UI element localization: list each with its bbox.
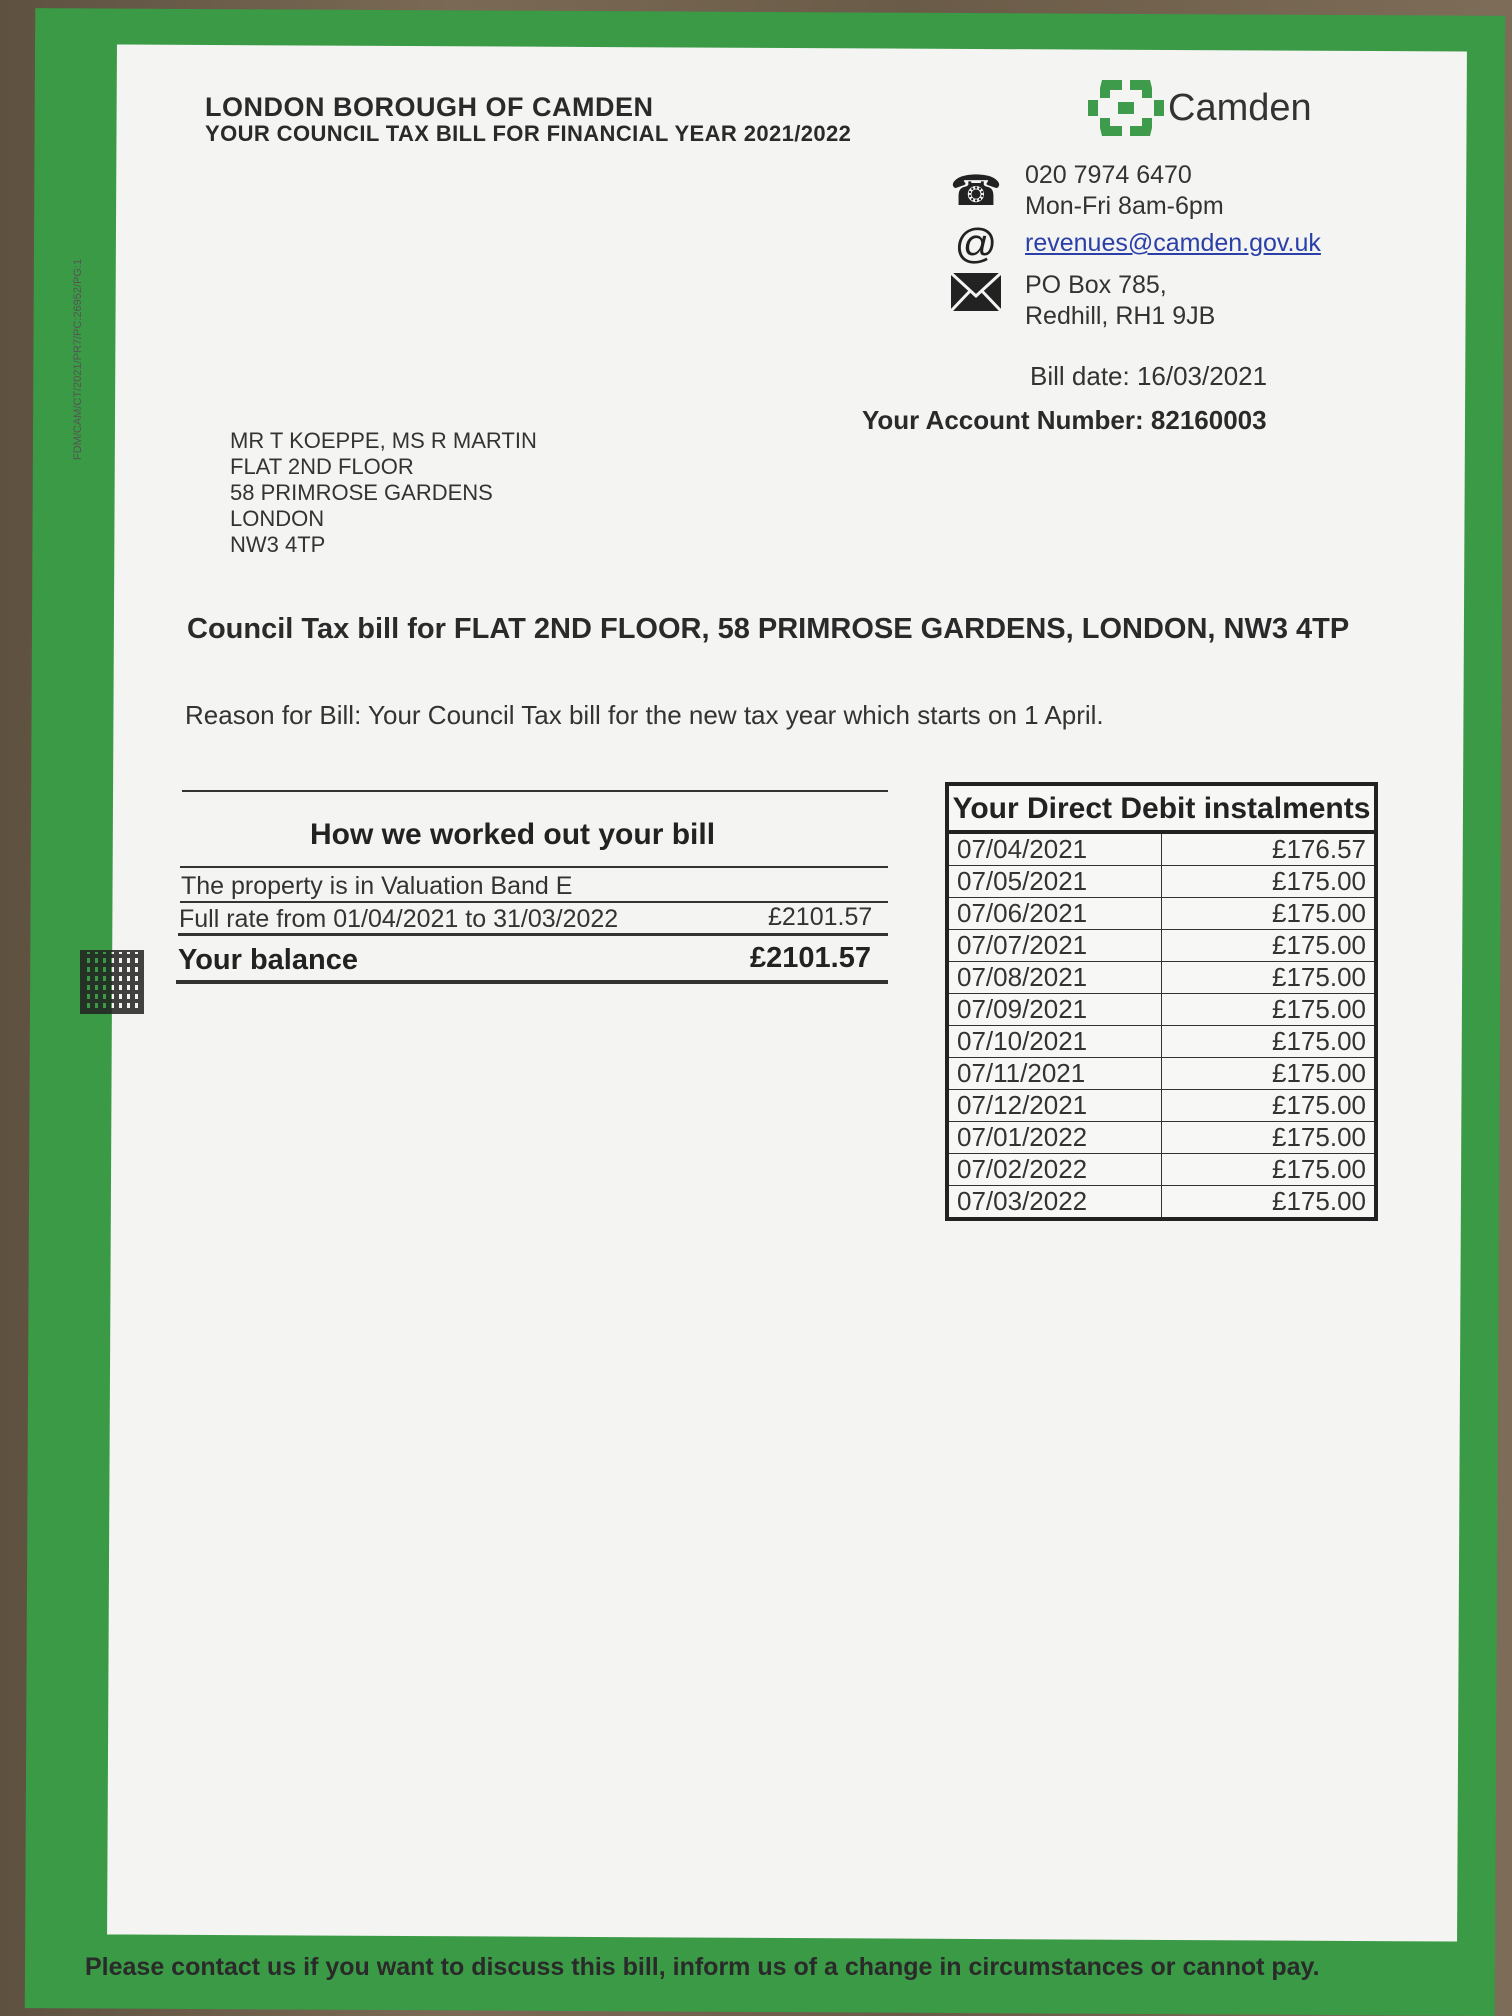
instalment-row <box>949 834 1374 866</box>
instalment-date: 07/10/2021 <box>949 1026 1162 1058</box>
calc-divider <box>178 933 888 936</box>
instalment-amount: £175.00 <box>1162 1154 1375 1186</box>
instalment-row <box>949 1186 1374 1218</box>
instalment-row <box>949 1058 1374 1090</box>
instalment-date: 07/09/2021 <box>949 994 1162 1026</box>
instalment-date: 07/12/2021 <box>949 1090 1162 1122</box>
instalment-date: 07/08/2021 <box>949 962 1162 994</box>
contact-postal <box>1025 270 1215 332</box>
postal-city: Redhill, RH1 9JB <box>1025 302 1216 330</box>
bill-year-heading: YOUR COUNCIL TAX BILL FOR FINANCIAL YEAR 2021/2022 <box>205 121 852 146</box>
full-rate-amount: £2101.57 <box>768 903 873 931</box>
direct-debit-table <box>945 782 1378 1221</box>
balance-label: Your balance <box>178 944 358 976</box>
email-at-icon: @ <box>954 220 998 267</box>
calc-bottom-divider <box>176 980 888 984</box>
calc-divider <box>180 866 888 868</box>
phone-number: 020 7974 6470 <box>1025 161 1192 189</box>
instalment-amount: £175.00 <box>1162 994 1375 1026</box>
instalment-date: 07/03/2022 <box>949 1186 1162 1218</box>
instalment-table <box>949 834 1374 1217</box>
instalment-row <box>949 962 1374 994</box>
instalment-row <box>949 866 1374 898</box>
council-name: LONDON BOROUGH OF CAMDEN <box>205 92 654 122</box>
address-line: 58 PRIMROSE GARDENS <box>230 480 493 505</box>
instalment-row <box>949 1090 1374 1122</box>
telephone-icon: ☎ <box>949 167 1003 214</box>
bill-property-title: Council Tax bill for FLAT 2ND FLOOR, 58 PRIMROSE GARDENS, LONDON, NW3 4TP <box>187 613 1350 645</box>
instalment-date: 07/05/2021 <box>949 866 1162 898</box>
po-box: PO Box 785, <box>1025 271 1167 299</box>
instalment-amount: £176.57 <box>1162 834 1375 866</box>
instalment-amount: £175.00 <box>1162 898 1375 930</box>
bill-reason: Reason for Bill: Your Council Tax bill for the new tax year which starts on 1 April. <box>185 700 1104 730</box>
account-number: Your Account Number: 82160003 <box>862 405 1267 435</box>
instalment-date: 07/11/2021 <box>949 1058 1162 1090</box>
instalment-date: 07/02/2022 <box>949 1154 1162 1186</box>
footer-contact-note: Please contact us if you want to discuss this bill, inform us of a change in circumstances or cannot pay. <box>85 1953 1320 1981</box>
contact-email[interactable] <box>1025 228 1321 259</box>
envelope-icon <box>948 272 1004 322</box>
barcode-icon <box>80 950 144 1014</box>
calc-top-divider <box>182 790 888 792</box>
instalment-row <box>949 994 1374 1026</box>
instalment-amount: £175.00 <box>1162 866 1375 898</box>
valuation-band: The property is in Valuation Band E <box>181 872 573 900</box>
address-line: MR T KOEPPE, MS R MARTIN <box>230 428 537 453</box>
instalment-date: 07/07/2021 <box>949 930 1162 962</box>
address-line: NW3 4TP <box>230 532 326 557</box>
instalment-amount: £175.00 <box>1162 1122 1375 1154</box>
instalment-amount: £175.00 <box>1162 1058 1375 1090</box>
instalment-date: 07/06/2021 <box>949 898 1162 930</box>
bill-date: Bill date: 16/03/2021 <box>1030 361 1268 391</box>
balance-amount: £2101.57 <box>750 942 871 974</box>
instalment-amount: £175.00 <box>1162 930 1375 962</box>
email-link[interactable]: revenues@camden.gov.uk <box>1025 229 1321 257</box>
camden-logo-icon <box>1088 80 1164 136</box>
instalment-row <box>949 1122 1374 1154</box>
instalment-date: 07/04/2021 <box>949 834 1162 866</box>
address-line: LONDON <box>230 506 325 531</box>
contact-phone <box>1025 160 1224 222</box>
instalment-date: 07/01/2022 <box>949 1122 1162 1154</box>
instalment-amount: £175.00 <box>1272 1186 1366 1216</box>
instalment-row <box>949 898 1374 930</box>
calc-heading: How we worked out your bill <box>310 818 716 851</box>
direct-debit-title: Your Direct Debit instalments <box>949 786 1374 834</box>
instalment-row <box>949 1026 1374 1058</box>
document-reference-code: FDM/CAM/CT/2021/PR7/PC:26952/PG:1 <box>72 258 84 460</box>
camden-logo <box>1088 80 1312 136</box>
instalment-amount: £175.00 <box>1162 962 1375 994</box>
recipient-address <box>230 428 537 558</box>
camden-logo-text: Camden <box>1168 86 1312 129</box>
instalment-row <box>949 1154 1374 1186</box>
phone-hours: Mon-Fri 8am-6pm <box>1025 192 1224 220</box>
address-line: FLAT 2ND FLOOR <box>230 454 414 479</box>
instalment-row <box>949 930 1374 962</box>
instalment-amount: £175.00 <box>1162 1090 1375 1122</box>
instalment-amount: £175.00 <box>1162 1026 1375 1058</box>
full-rate-label: Full rate from 01/04/2021 to 31/03/2022 <box>179 905 619 933</box>
